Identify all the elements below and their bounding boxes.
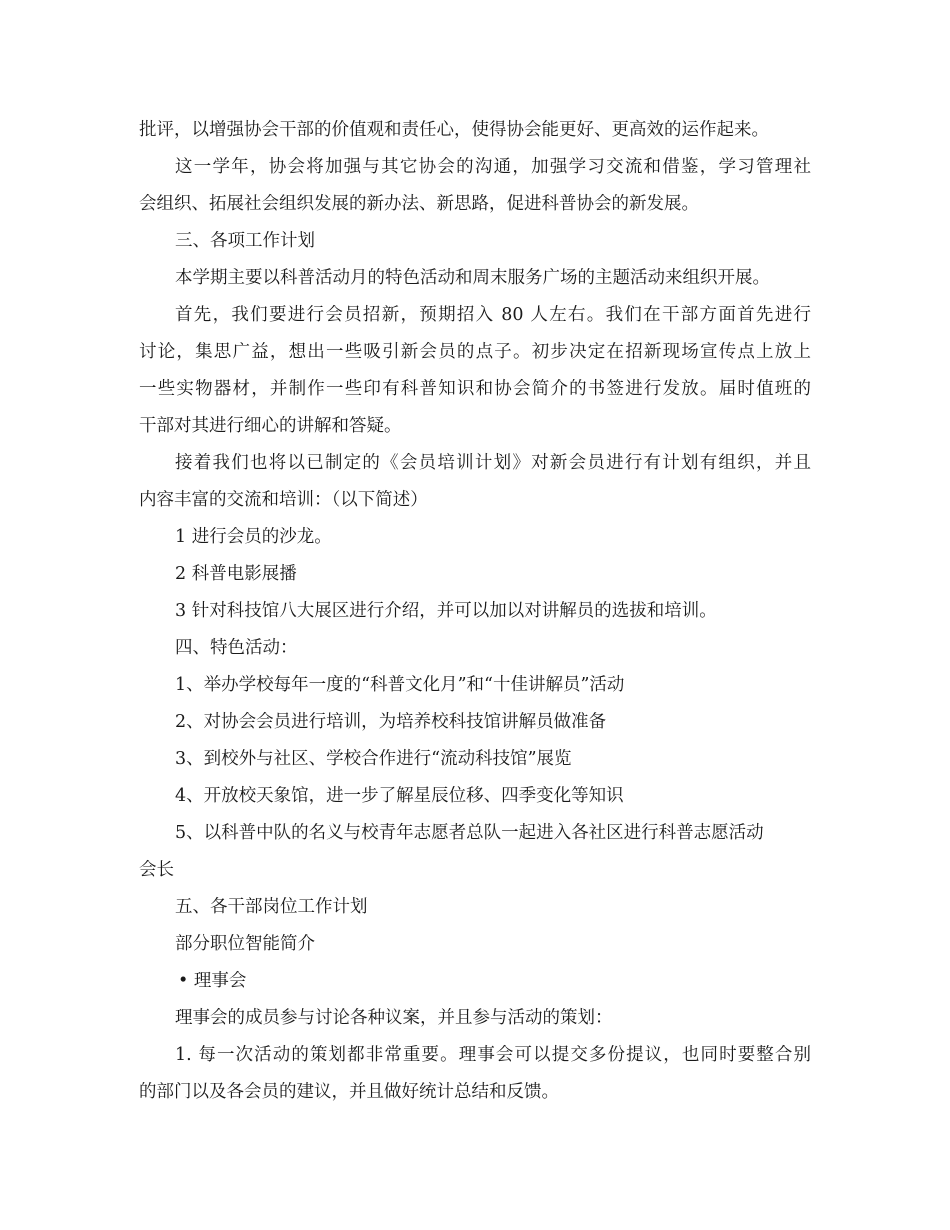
paragraph-line: 接着我们也将以已制定的《会员培训计划》对新会员进行有计划有组织，并且 bbox=[175, 453, 811, 473]
bullet-item: • 理事会 bbox=[178, 971, 247, 991]
paragraph-line: 首先，我们要进行会员招新，预期招入 80 人左右。我们在干部方面首先进行 bbox=[175, 305, 811, 325]
list-item: 3、到校外与社区、学校合作进行“流动科技馆”展览 bbox=[175, 749, 572, 769]
list-item: 4、开放校天象馆，进一步了解星辰位移、四季变化等知识 bbox=[175, 786, 624, 806]
list-item: 1、举办学校每年一度的“科普文化月”和“十佳讲解员”活动 bbox=[175, 675, 625, 695]
list-item: 5、以科普中队的名义与校青年志愿者总队一起进入各社区进行科普志愿活动 bbox=[175, 823, 764, 843]
list-item: 3 针对科技馆八大展区进行介绍，并可以加以对讲解员的选拔和培训。 bbox=[175, 601, 717, 621]
paragraph-line: 内容丰富的交流和培训：（以下简述） bbox=[139, 490, 428, 510]
section-heading: 三、各项工作计划 bbox=[175, 231, 315, 251]
paragraph-line: 会长 bbox=[139, 860, 174, 880]
paragraph-line: 理事会的成员参与讨论各种议案，并且参与活动的策划： bbox=[175, 1008, 613, 1028]
paragraph-line: 讨论，集思广益，想出一些吸引新会员的点子。初步决定在招新现场宣传点上放上 bbox=[139, 342, 811, 362]
paragraph-line: 1. 每一次活动的策划都非常重要。理事会可以提交多份提议，也同时要整合别 bbox=[175, 1045, 811, 1065]
paragraph-line: 本学期主要以科普活动月的特色活动和周末服务广场的主题活动来组织开展。 bbox=[175, 268, 770, 288]
section-heading: 五、各干部岗位工作计划 bbox=[175, 897, 368, 917]
paragraph-line: 批评，以增强协会干部的价值观和责任心，使得协会能更好、更高效的运作起来。 bbox=[139, 120, 769, 140]
paragraph-line: 一些实物器材，并制作一些印有科普知识和协会简介的书签进行发放。届时值班的 bbox=[139, 379, 811, 399]
list-item: 2 科普电影展播 bbox=[175, 564, 297, 584]
paragraph-line: 会组织、拓展社会组织发展的新办法、新思路，促进科普协会的新发展。 bbox=[139, 194, 699, 214]
list-item: 1 进行会员的沙龙。 bbox=[175, 527, 332, 547]
paragraph-line: 部分职位智能简介 bbox=[175, 934, 315, 954]
paragraph-line: 这一学年，协会将加强与其它协会的沟通，加强学习交流和借鉴，学习管理社 bbox=[175, 157, 811, 177]
paragraph-line: 的部门以及各会员的建议，并且做好统计总结和反馈。 bbox=[139, 1082, 559, 1102]
paragraph-line: 干部对其进行细心的讲解和答疑。 bbox=[139, 416, 402, 436]
section-heading: 四、特色活动： bbox=[175, 638, 298, 658]
list-item: 2、对协会会员进行培训，为培养校科技馆讲解员做准备 bbox=[175, 712, 607, 732]
